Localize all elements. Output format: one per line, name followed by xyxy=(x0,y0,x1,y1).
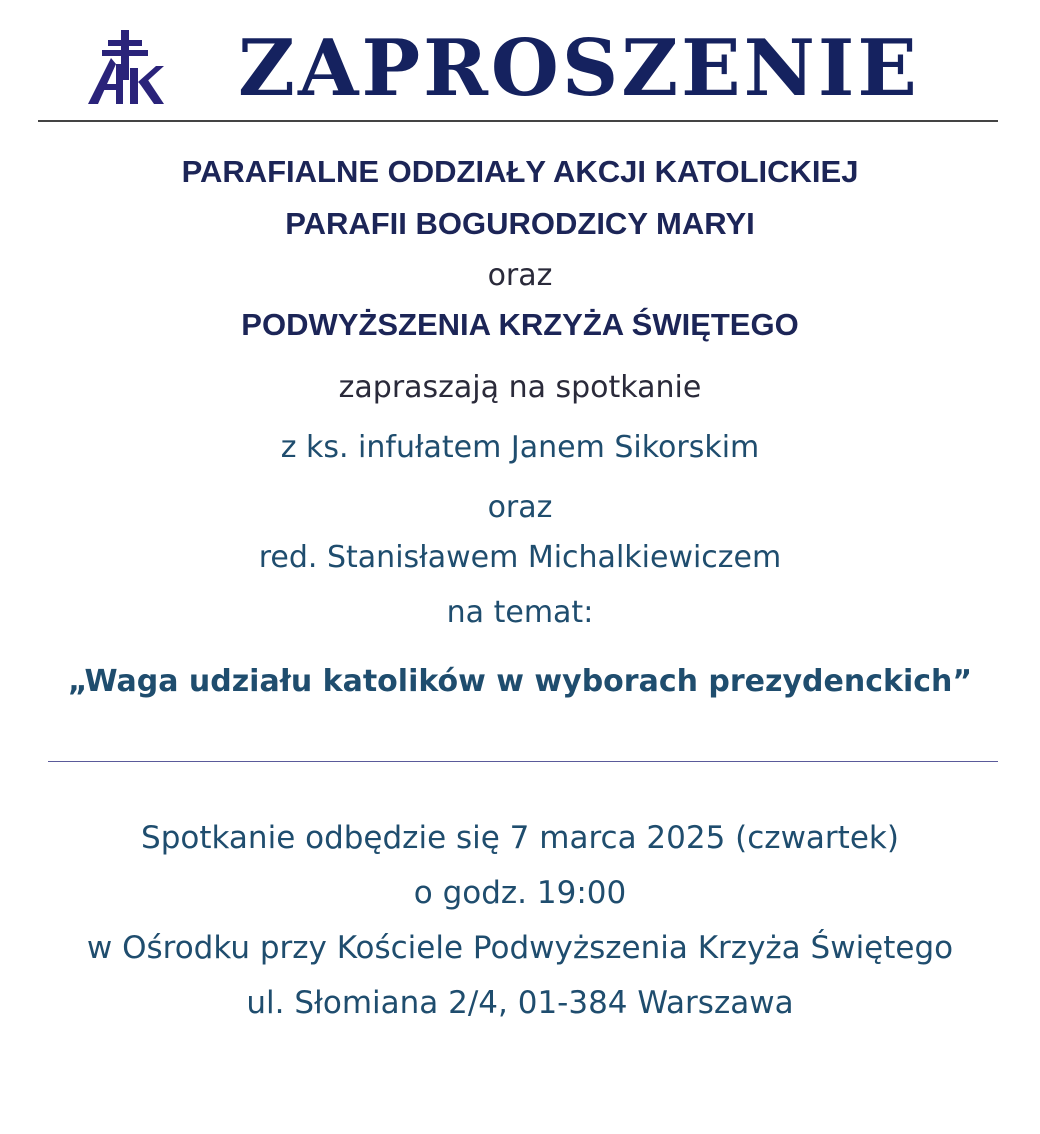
topic-title: „Waga udziału katolików w wyborach prezydenckich” xyxy=(67,664,973,699)
organizer-line-1: PARAFIALNE ODDZIAŁY AKCJI KATOLICKIEJ xyxy=(181,154,859,189)
guest-1: z ks. infułatem Janem Sikorskim xyxy=(280,430,760,465)
organizer-line-2: PARAFII BOGURODZICY MARYI xyxy=(285,206,755,241)
meeting-address: ul. Słomiana 2/4, 01-384 Warszawa xyxy=(246,985,794,1021)
oraz-connector-2: oraz xyxy=(487,490,553,525)
header xyxy=(0,20,1040,115)
meeting-place: w Ośrodku przy Kościele Podwyższenia Krzyża Świętego xyxy=(86,930,954,966)
organizer-line-3: PODWYŻSZENIA KRZYŻA ŚWIĘTEGO xyxy=(241,307,799,342)
oraz-connector-1: oraz xyxy=(487,258,553,293)
meeting-time: o godz. 19:00 xyxy=(413,875,627,911)
meeting-date: Spotkanie odbędzie się 7 marca 2025 (czwartek) xyxy=(141,820,899,856)
guest-2: red. Stanisławem Michalkiewiczem xyxy=(258,540,782,575)
invite-text: zapraszają na spotkanie xyxy=(338,370,702,405)
middle-divider xyxy=(48,761,998,762)
top-divider xyxy=(38,120,998,122)
catholic-action-logo xyxy=(86,28,164,106)
topic-intro: na temat: xyxy=(446,595,594,630)
invitation-title: ZAPROSZENIE xyxy=(238,23,920,114)
